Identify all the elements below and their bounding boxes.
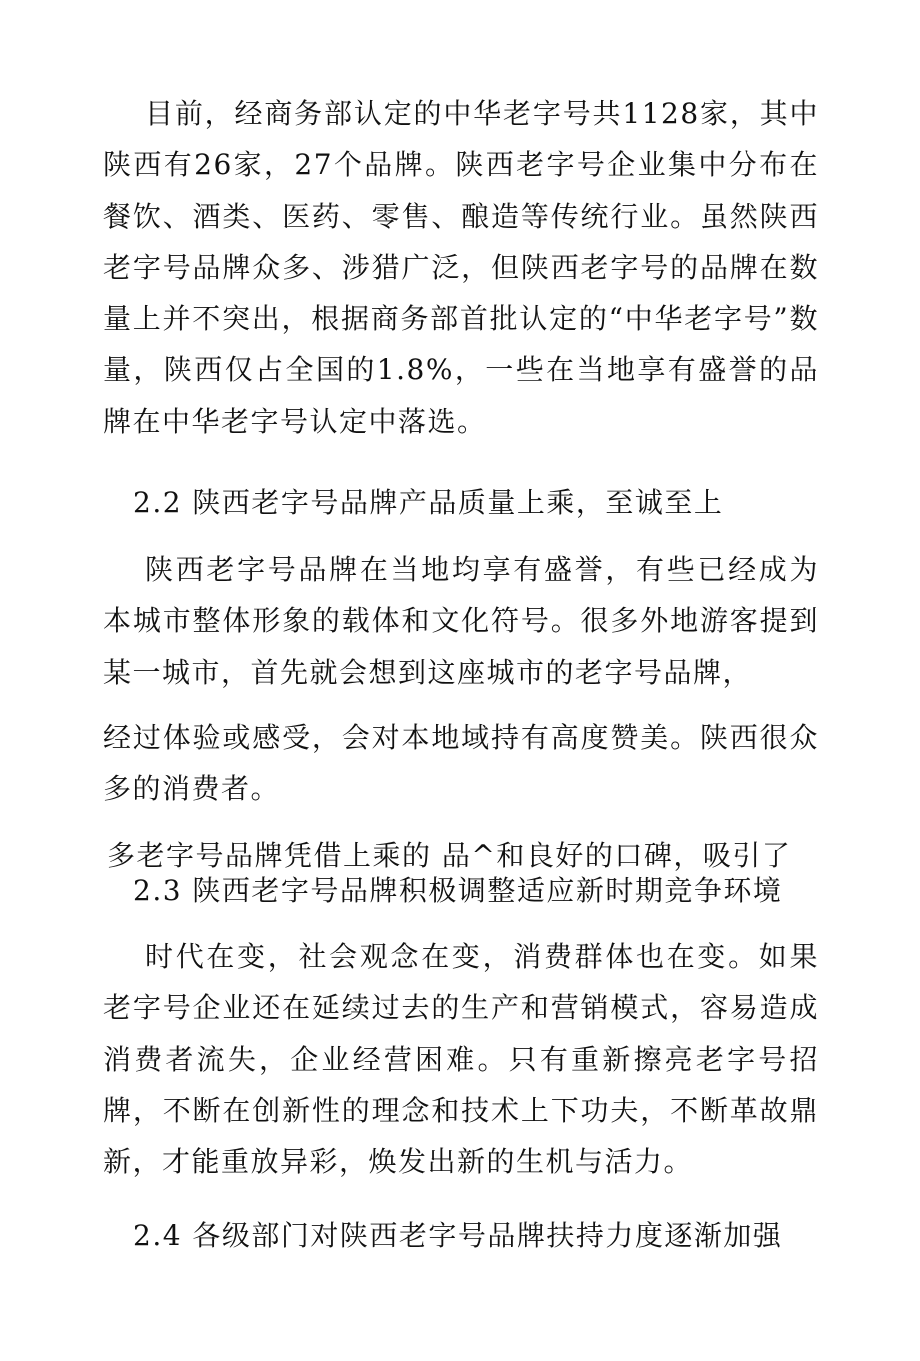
paragraph-innovation: 时代在变，社会观念在变，消费群体也在变。如果老字号企业还在延续过去的生产和营销模式，容易造成消费者流失，企业经营困难。只有重新擦亮老字号招牌，不断在创新性的理念和技术上下功夫，不断革故鼎新，才能重放异彩，焕发出新的生机与活力。 (103, 940, 819, 1179)
paragraph-reputation: 陕西老字号品牌在当地均享有盛誉，有些已经成为本城市整体形象的载体和文化符号。很多外地游客提到某一城市，首先就会想到这座城市的老字号品牌， (103, 553, 819, 689)
paragraph-experience: 经过体验或感受，会对本地域持有高度赞美。陕西很众多的消费者。 (103, 721, 819, 806)
paragraph-intro: 目前，经商务部认定的中华老字号共1128家，其中陕西有26家，27个品牌。陕西老字号企业集中分布在餐饮、酒类、医药、零售、酿造等传统行业。虽然陕西老字号品牌众多、涉猎广泛，但陕西老字号的品牌在数量上并不突出，根据商务部首批认定的“中华老字号”数量，陕西仅占全国的1.8%，一些在当地享有盛誉的品牌在中华老字号认定中落选。 (103, 97, 819, 438)
section-heading-2-3: 2.3 陕西老字号品牌积极调整适应新时期竞争环境 (133, 874, 783, 907)
section-heading-2-4: 2.4 各级部门对陕西老字号品牌扶持力度逐渐加强 (133, 1219, 783, 1252)
paragraph-fragment: 多老字号品牌凭借上乘的 品^和良好的口碑，吸引了 (107, 839, 792, 872)
section-heading-2-2: 2.2 陕西老字号品牌产品质量上乘，至诚至上 (133, 486, 724, 519)
